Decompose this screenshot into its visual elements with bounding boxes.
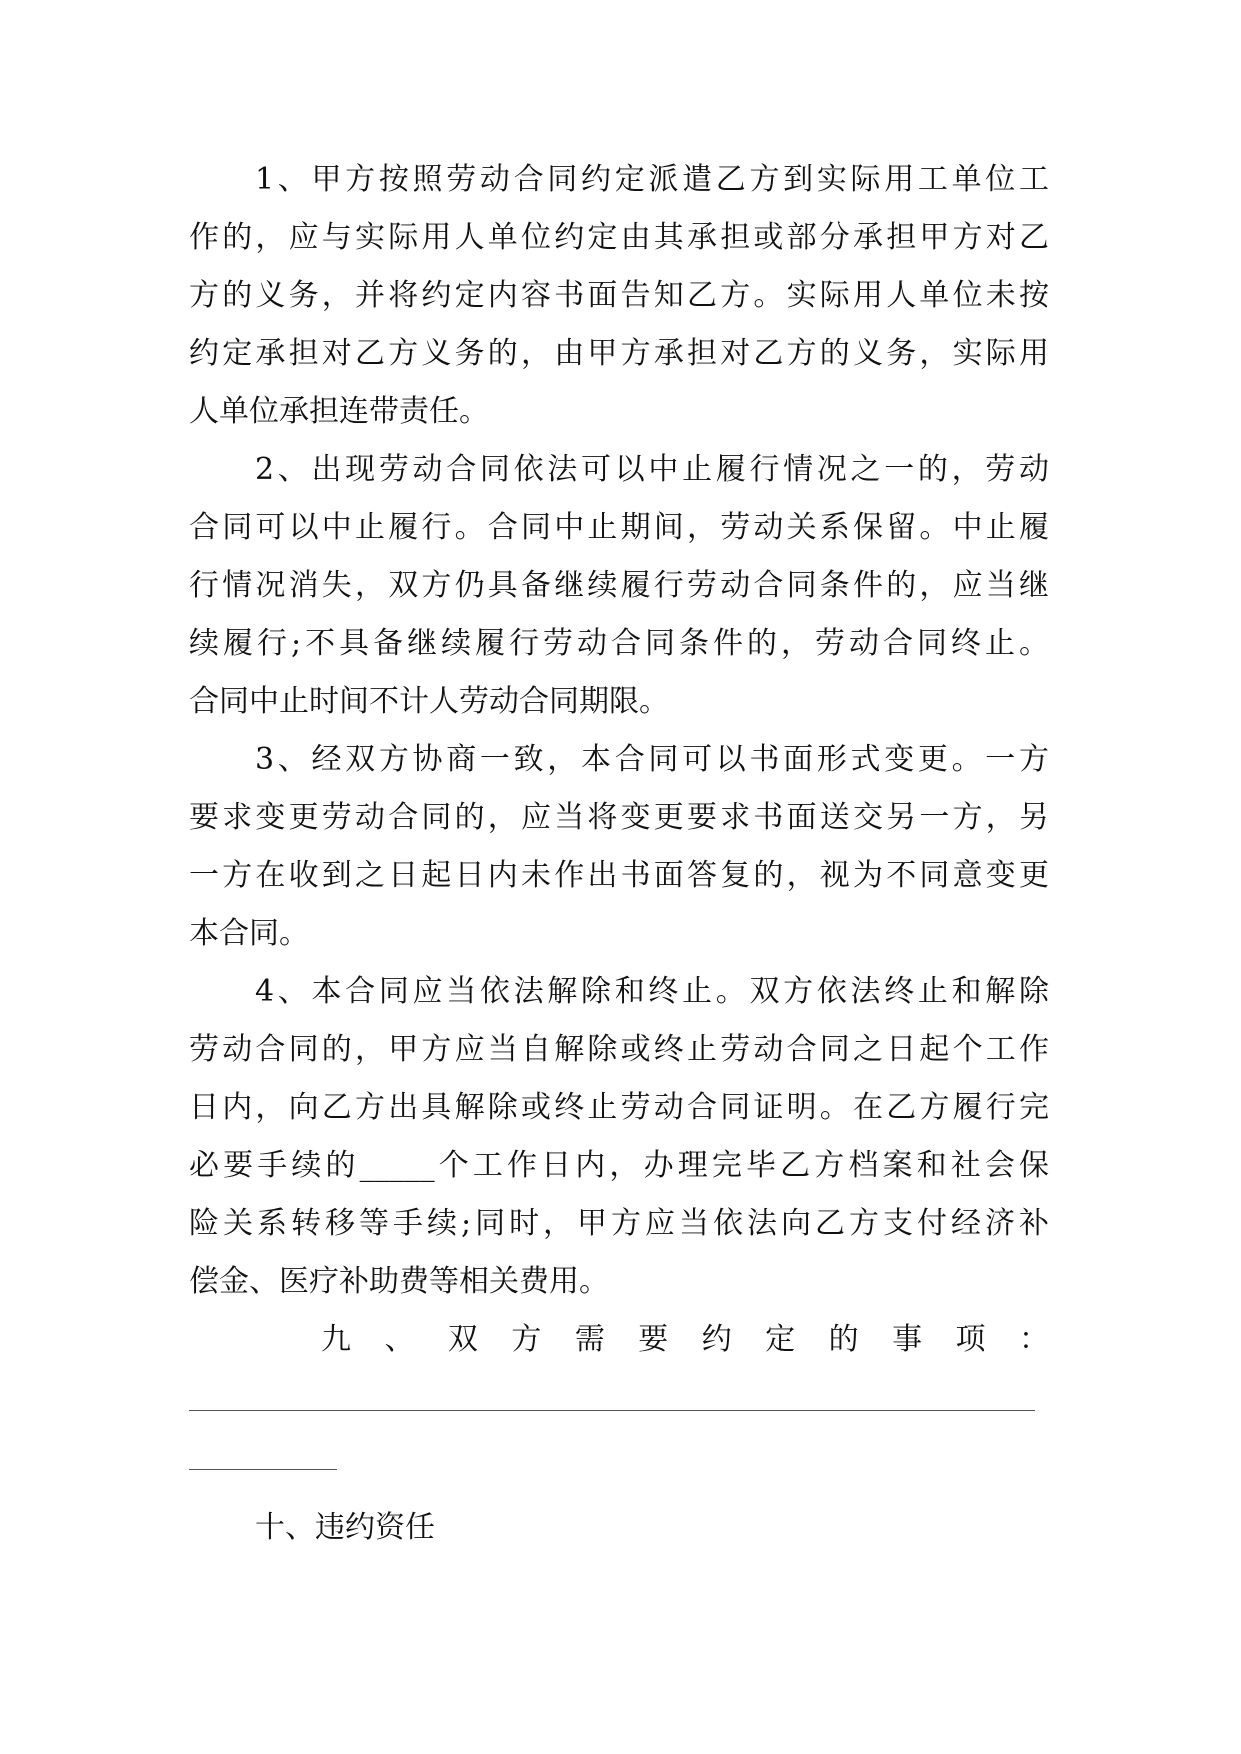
para-3-line-4: 本合同。 — [189, 916, 309, 951]
para-3-line-3: 一方在收到之日起日内未作出书面答复的，视为不同意变更 — [189, 858, 1049, 893]
para-4-line-2: 劳动合同的，甲方应当自解除或终止劳动合同之日起个工作 — [189, 1032, 1049, 1067]
para-1-line-4: 约定承担对乙方义务的，由甲方承担对乙方的义务，实际用 — [189, 336, 1049, 371]
para-2-line-1: 2、出现劳动合同依法可以中止履行情况之一的，劳动 — [255, 452, 1049, 487]
para-2-line-3: 行情况消失，双方仍具备继续履行劳动合同条件的，应当继 — [189, 568, 1049, 603]
para-2-line-5: 合同中止时间不计人劳动合同期限。 — [189, 684, 669, 719]
para-1-line-2: 作的，应与实际用人单位约定由其承担或部分承担甲方对乙 — [189, 220, 1049, 255]
para-1-line-5: 人单位承担连带责任。 — [189, 394, 489, 429]
para-3-line-2: 要求变更劳动合同的，应当将变更要求书面送交另一方，另 — [189, 800, 1049, 835]
para-4-line-5: 险关系转移等手续;同时，甲方应当依法向乙方支付经济补 — [189, 1206, 1049, 1241]
para-2-line-2: 合同可以中止履行。合同中止期间，劳动关系保留。中止履 — [189, 510, 1049, 545]
para-4-line-4: 必要手续的_____个工作日内，办理完毕乙方档案和社会保 — [189, 1148, 1049, 1183]
para-3-line-1: 3、经双方协商一致，本合同可以书面形式变更。一方 — [255, 742, 1049, 777]
section-10-heading: 十、违约资任 — [255, 1510, 435, 1545]
para-2-line-4: 续履行;不具备继续履行劳动合同条件的，劳动合同终止。 — [189, 626, 1049, 661]
fill-in-blank-line — [189, 1410, 1035, 1411]
para-1-line-1: 1、甲方按照劳动合同约定派遣乙方到实际用工单位工 — [255, 162, 1049, 197]
section-9-heading: 九、双方需要约定的事项： — [321, 1322, 1049, 1357]
para-4-line-3: 日内，向乙方出具解除或终止劳动合同证明。在乙方履行完 — [189, 1090, 1049, 1125]
para-4-line-6: 偿金、医疗补助费等相关费用。 — [189, 1264, 609, 1299]
para-4-line-1: 4、本合同应当依法解除和终止。双方依法终止和解除 — [255, 974, 1049, 1009]
fill-in-blank-line-short — [189, 1469, 337, 1470]
para-1-line-3: 方的义务，并将约定内容书面告知乙方。实际用人单位未按 — [189, 278, 1049, 313]
